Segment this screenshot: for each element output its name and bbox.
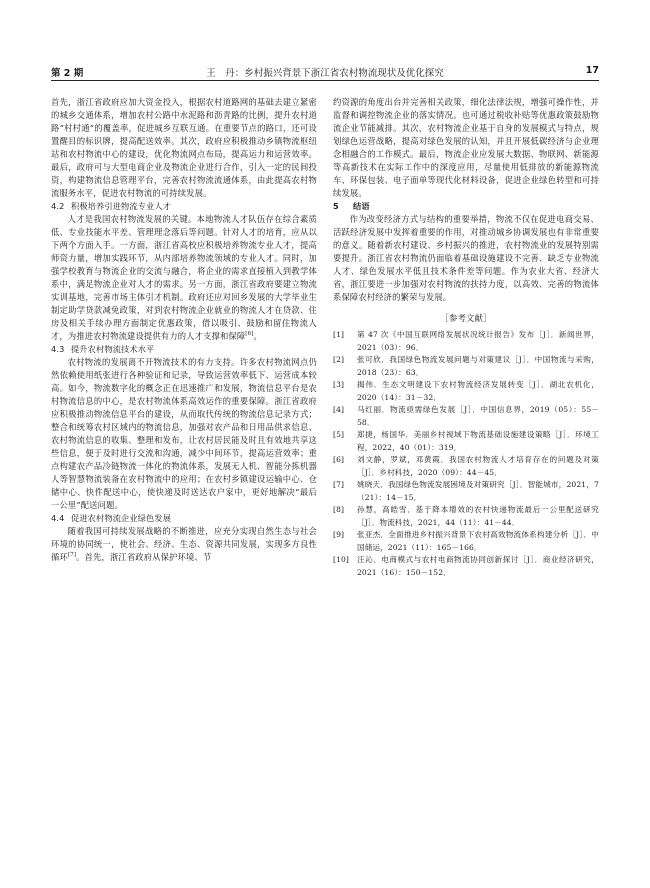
paragraph-talent: [51, 213, 317, 343]
reference-number: [7]: [333, 480, 345, 489]
section-number: 4.3: [51, 344, 65, 354]
references-heading: ［参考文献］: [440, 313, 492, 323]
reference-item: [333, 529, 599, 554]
paragraph-text: 人才是我国农村物流发展的关键。本地物流人才队伍存在综合素质低、专业技能水平差、管理理念落后等问题。针对人才的培育，应从以下两个方面入手。一方面，浙江省高校应积极培养物流专业人才，提高师资力量，增加实践环节，从内部培养物流领域的专业人才。同时，加强学校教育与物流企业的交流与融合，将企业的需求直接植入到教学体系中，满足物流企业对人才的需求。另一方面，浙江省政府要建立物流实训基地，完善市场主体引才机制。政府还应对回乡发展的大学毕业生制定助学贷款减免政策，对到农村物流企业就业的物流人才在贷款、住房及相关手续办理方面制定优惠政策，借以吸引、鼓励和留住物流人才，为推进农村物流建设提供有力的人才支撑和保障: [51, 214, 317, 341]
section-4-3-heading: [51, 343, 317, 356]
reference-item: [333, 354, 599, 379]
reference-text: 张可欣．我国绿色物流发展问题与对策建议［J］．中国物流与采购，2018（23）：63．: [357, 355, 599, 377]
reference-number: [5]: [333, 430, 345, 439]
paragraph-infrastructure: 首先，浙江省政府应加大资金投入，根据农村道路网的基础去建立紧密的城乡交通体系，增加农村公路中水泥路和沥青路的比例，提升农村道路“村村通”的覆盖率，促进城乡互联互通。在重要节点的路口，还可设置醒目的标识牌，提高配送效率。其次，政府应积极推动乡镇物流枢纽站和农村物流中心的建设，优化物流网点布局，提高运力和运营效率。最后，政府可与大型电商企业及物流企业进行合作，引入一定的民间投资，构建物流信息管理平台，完善农村物流流通体系，由此提高农村物流服务水平，促进农村物流的可持续发展。: [51, 97, 317, 198]
reference-text: 郑捷，杨国华．美丽乡村视域下物流基础设施建设策略［J］．环境工程，2022，40（01）：319．: [357, 430, 599, 452]
citation-7: [7]: [67, 552, 77, 559]
reference-number: [2]: [333, 355, 345, 364]
section-title: 结语: [353, 201, 370, 211]
reference-item: [333, 479, 599, 504]
section-title: 促进农村物流企业绿色发展: [71, 513, 172, 523]
reference-number: [10]: [333, 555, 349, 564]
reference-item: [333, 504, 599, 529]
paragraph-end: 。首先，浙江省政府从保护环境、节: [76, 552, 212, 562]
reference-number: [1]: [333, 330, 345, 339]
reference-list: [333, 329, 599, 579]
reference-item: [333, 379, 599, 404]
reference-text: 马红丽．物流亟需绿色发展［J］．中国信息界，2019（05）：55－58．: [357, 405, 599, 427]
reference-number: [4]: [333, 405, 345, 414]
page-number: 17: [585, 65, 599, 76]
issue-number: 第 2 期: [51, 68, 84, 79]
reference-text: 揭伟．生态文明建设下农村物流经济发展转变［J］．湖北农机化，2020（14）：31－32．: [357, 380, 599, 402]
article-running-title: 王 丹：乡村振兴背景下浙江省农村物流现状及优化探究: [206, 68, 444, 79]
section-title: 提升农村物流技术水平: [71, 344, 155, 354]
section-number: 5: [333, 201, 339, 211]
reference-number: [6]: [333, 455, 345, 464]
left-column: [51, 96, 317, 564]
paragraph-green-continued: 约资源的角度出台并完善相关政策，细化法律法规，增强可操作性，并监督和调控物流企业的落实情况。也可通过税收补贴等优惠政策鼓励物流企业节能减排。其次，农村物流企业基于自身的发展模式与特点，规划绿色运营战略，提高对绿色发展的认知，并且开展低碳经济与企业理念相融合的工作模式。最后，物流企业应发展大数据、物联网、新能源等高新技术在实际工作中的深度应用，尽量使用低排放的新能源物流车、环保包装、电子面单等现代化材料设备，促进企业绿色转型和可持续发展。: [333, 97, 599, 198]
reference-item: [333, 404, 599, 429]
section-4-4-heading: [51, 512, 317, 525]
reference-item: [333, 554, 599, 579]
reference-number: [8]: [333, 505, 345, 514]
reference-number: [9]: [333, 530, 345, 539]
section-4-2-heading: [51, 200, 317, 213]
citation-6: [6]: [245, 331, 254, 338]
reference-text: 刘文静，罗斌，邓黄霞．我国农村物流人才培育存在的问题及对策［J］．乡村科技，2020（09）：44－45．: [357, 455, 599, 477]
section-5-heading: [333, 200, 599, 213]
paragraph-conclusion: 作为改变经济方式与结构的重要举措，物流不仅在促进电商交易、活跃经济发展中发挥着重要的作用，对推动城乡协调发展也有非常重要的意义。随着新农村建设、乡村振兴的推进，农村物流业的发展特别需要提升。浙江省农村物流仍面临着基础设施建设不完善、缺乏专业物流人才、绿色发展水平低且技术条件差等问题。作为农业大省、经济大省，浙江要进一步加强对农村物流的扶持力度，以高效、完善的物流体系保障农村经济的繁荣与发展。: [333, 214, 599, 302]
running-header: [51, 64, 599, 81]
reference-text: 第 47 次《中国互联网络发展状况统计报告》发布［J］．新闻世界，2021（03）：96．: [357, 330, 599, 352]
section-title: 积极培养引进物流专业人才: [71, 201, 172, 211]
reference-text: 姚晓天．我国绿色物流发展困境及对策研究［J］．智能城市，2021，7（21）：14－15．: [357, 480, 599, 502]
right-column: [333, 96, 599, 579]
paragraph-green-development: [51, 525, 317, 564]
reference-item: [333, 329, 599, 354]
reference-text: 孙慧，高皓雪．基于降本增效的农村快递物流最后一公里配送研究［J］．物流科技，2021，44（11）：41－44．: [357, 505, 599, 527]
section-number: 4.4: [51, 513, 65, 523]
reference-item: [333, 454, 599, 479]
reference-text: 汪沁．电商模式与农村电商物流协同创新探讨［J］．商业经济研究，2021（16）：150－152．: [357, 555, 599, 577]
paragraph-text: 随着我国可持续发展战略的不断推进，应充分实现自然生态与社会环境的协同统一，使社会、经济、生态、资源共同发展，实现多方良性循环: [51, 526, 317, 562]
reference-number: [3]: [333, 380, 345, 389]
paragraph-end: 。: [253, 331, 262, 341]
section-number: 4.2: [51, 201, 65, 211]
paragraph-technology: 农村物流的发展离不开物流技术的有力支持。许多农村物流网点仍然依赖使用纸张进行各种验证和记录，导致运营效率低下、运营成本较高。如今，物流数字化的概念正在迅速推广和发展，物流信息平台是农村物流信息的中心，是农村物流体系高效运作的重要保障。浙江省政府应积极推动物流信息平台的建设，从而取代传统的物流信息记录方式；整合和统筹农村区域内的物流信息，加强对农产品和日用品供求信息、农村物流信息的收集、整理和发布，让农村居民能及时且有效地共享这些信息，便于及时进行交流和沟通，减少中间环节，提高运营效率；重点构建农产品冷链物流一体化的物流体系，发展无人机、智能分拣机器人等智慧物流装备在农村物流中的应用；在农村乡镇建设运输中心、仓储中心、快件配送中心，使快递及时送达农户家中，更好地解决“最后一公里”配送问题。: [51, 357, 317, 510]
reference-item: [333, 429, 599, 454]
reference-text: 张亚杰．全面推进乡村振兴背景下农村高效物流体系构建分析［J］．中国储运，2021（11）：165－166．: [357, 530, 599, 552]
